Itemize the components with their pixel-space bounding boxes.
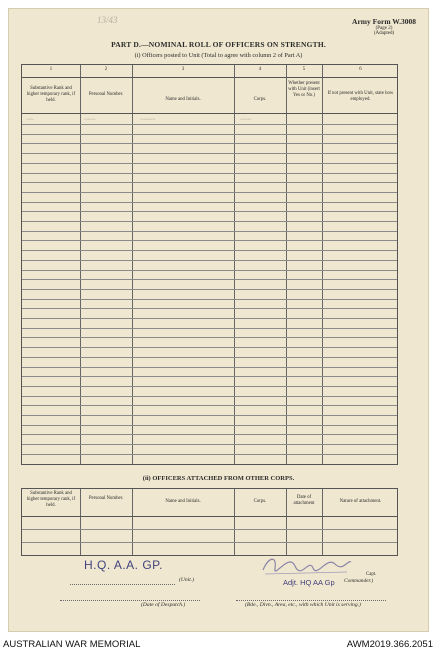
column-number: 5	[302, 67, 306, 72]
column-header-name: Name and Initials.	[165, 97, 201, 102]
pencil-annotation: 13/43	[97, 15, 118, 25]
row-rule	[22, 308, 397, 309]
row-rule	[22, 386, 397, 387]
header-rule	[22, 516, 397, 517]
column-header-name: Name and Initials.	[165, 499, 201, 504]
row-rule	[22, 318, 397, 319]
row-rule	[22, 376, 397, 377]
unit-dotted-line	[70, 584, 175, 585]
column-divider	[234, 489, 235, 555]
row-rule	[22, 260, 397, 261]
row-rule	[22, 299, 397, 300]
faint-handwriting: ~~~	[84, 116, 96, 124]
column-number: 6	[359, 67, 362, 72]
header-rule	[22, 113, 397, 114]
column-header-corps: Corps.	[253, 499, 267, 504]
row-rule	[22, 444, 397, 445]
faint-handwriting: ~~~~	[140, 116, 156, 124]
column-header-rank: Substantive Rank and higher temporary rank, if held.	[26, 491, 76, 508]
header-number-rule	[22, 77, 397, 78]
date-dotted-line	[60, 600, 200, 601]
row-rule	[22, 270, 397, 271]
signature-scribble	[255, 548, 355, 580]
row-rule	[22, 163, 397, 164]
row-rule	[22, 289, 397, 290]
row-rule	[22, 202, 397, 203]
row-rule	[22, 279, 397, 280]
column-header-personal-number: Personal Number.	[88, 92, 124, 97]
column-number: 3	[181, 67, 185, 72]
part-d-subtitle: (i) Officers posted to Unit (Total to agree with column 2 of Part A)	[134, 52, 303, 59]
column-header-rank: Substantive Rank and higher temporary rank, if held.	[26, 86, 76, 103]
page-note: (Page 2)	[375, 25, 393, 31]
row-rule	[22, 124, 397, 125]
row-rule	[22, 143, 397, 144]
row-rule	[22, 250, 397, 251]
commander-label: Commander.)	[344, 578, 374, 584]
bde-label: (Bde., Divn., Area, etc., with which Unit is serving.)	[245, 602, 361, 608]
row-rule	[22, 542, 397, 543]
bde-dotted-line	[236, 600, 386, 601]
row-rule	[22, 357, 397, 358]
row-rule	[22, 415, 397, 416]
row-rule	[22, 434, 397, 435]
row-rule	[22, 231, 397, 232]
footer-accession-number: AWM2019.366.2051	[346, 639, 433, 650]
officers-posted-table	[21, 64, 398, 465]
column-number: 1	[49, 67, 53, 72]
form-number: Army Form W.3008	[352, 17, 416, 26]
row-rule	[22, 347, 397, 348]
row-rule	[22, 425, 397, 426]
unit-stamp: H.Q. A.A. GP.	[84, 558, 163, 572]
column-divider	[132, 489, 133, 555]
row-rule	[22, 192, 397, 193]
footer-institution: AUSTRALIAN WAR MEMORIAL	[3, 639, 141, 650]
column-header-employment: If not present with Unit, state how employed.	[327, 91, 394, 102]
column-number: 2	[104, 67, 108, 72]
row-rule	[22, 211, 397, 212]
officers-attached-table	[21, 488, 398, 556]
row-rule	[22, 396, 397, 397]
row-rule	[22, 134, 397, 135]
column-header-present: Whether present with Unit (insert Yes or No.)	[288, 81, 320, 98]
column-divider	[322, 489, 323, 555]
column-number: 4	[258, 67, 262, 72]
row-rule	[22, 182, 397, 183]
column-header-nature: Nature of attachment.	[339, 499, 382, 504]
faint-handwriting: ~~~	[240, 116, 252, 124]
column-header-personal-number: Personal Number.	[88, 496, 124, 501]
adjutant-stamp: Adjt. HQ AA Gp	[283, 578, 335, 587]
footer-bar	[0, 635, 437, 653]
adapted-note: (Adapted)	[373, 31, 395, 37]
faint-handwriting: ~~	[26, 116, 34, 124]
date-of-despatch-label: (Date of Despatch.)	[141, 602, 186, 608]
form-number-block	[352, 18, 416, 36]
row-rule	[22, 240, 397, 241]
row-rule	[22, 454, 397, 455]
column-divider	[80, 489, 81, 555]
row-rule	[22, 221, 397, 222]
row-rule	[22, 173, 397, 174]
column-header-date-attached: Date of attachment	[293, 495, 315, 506]
capt-label: Capt.	[366, 572, 377, 577]
row-rule	[22, 337, 397, 338]
row-rule	[22, 367, 397, 368]
row-rule	[22, 328, 397, 329]
attached-section-title: (ii) OFFICERS ATTACHED FROM OTHER CORPS.	[142, 475, 295, 482]
row-rule	[22, 405, 397, 406]
unit-label: (Unit.)	[179, 577, 195, 583]
row-rule	[22, 529, 397, 530]
part-d-title: PART D.—NOMINAL ROLL OF OFFICERS ON STRENGTH.	[111, 40, 326, 49]
row-rule	[22, 153, 397, 154]
column-header-corps: Corps.	[253, 97, 267, 102]
